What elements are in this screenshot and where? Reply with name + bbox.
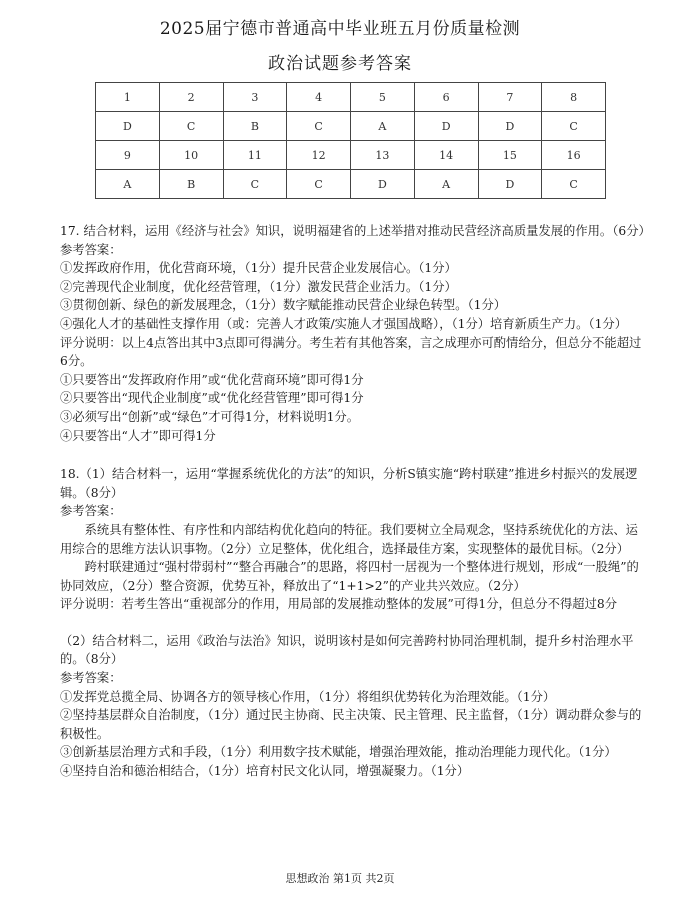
q17-note-2: ②只要答出“现代企业制度”或“优化经营管理”即可得1分: [60, 391, 364, 406]
answer-table-cell: 12: [287, 141, 351, 170]
answer-table: [95, 82, 606, 199]
answer-table-cell: 14: [414, 141, 478, 170]
q17-answer-2: ②完善现代企业制度，优化经营管理，（1分）激发民营企业活力。（1分）: [60, 279, 457, 294]
answer-table-cell: A: [96, 170, 160, 199]
q17-answer-4: ④强化人才的基础性支撑作用（或：完善人才政策/实施人才强国战略），（1分）培育新质生产力。（1分）: [60, 316, 627, 331]
q17-ref-label: 参考答案：: [60, 242, 122, 257]
answer-table-cell: 16: [542, 141, 606, 170]
answer-table-cell: C: [542, 112, 606, 141]
page-footer: 思想政治 第1页 共2页: [285, 872, 395, 885]
q18-2-question: （2）结合材料二，运用《政治与法治》知识，说明该村是如何完善跨村协同治理机制，提升乡村治理水平的。（8分）: [60, 633, 634, 667]
answer-table-cell: D: [351, 170, 415, 199]
q18-1-scoring: 评分说明：若考生答出“重视部分的作用，用局部的发展推动整体的发展”可得1分，但总分不得超过8分: [60, 597, 617, 612]
answer-table-cell: B: [159, 170, 223, 199]
answer-table-cell: 1: [96, 83, 160, 112]
q17-question: 17. 结合材料，运用《经济与社会》知识，说明福建省的上述举措对推动民营经济高质量发展的作用。（6分）: [60, 224, 651, 238]
q18-1-para-1: 系统具有整体性、有序性和内部结构优化趋向的特征。我们要树立全局观念，坚持系统优化的方法、运用综合的思维方法认识事物。（2分）立足整体，优化组合，选择最佳方案，实现整体的最优目标。（2分）: [60, 522, 638, 556]
q18-2-answer-1: ①发挥党总揽全局、协调各方的领导核心作用，（1分）将组织优势转化为治理效能。（1分）: [60, 689, 556, 704]
answer-table-cell: C: [223, 170, 287, 199]
q18-2-answer-2: ②坚持基层群众自治制度，（1分）通过民主协商、民主决策、民主管理、民主监督，（1分）调动群众参与的积极性。: [60, 708, 642, 741]
answer-table-cell: 6: [414, 83, 478, 112]
q17-note-4: ④只要答出“人才”即可得1分: [60, 428, 216, 443]
answer-table-row: [96, 112, 606, 141]
answer-table-cell: D: [478, 170, 542, 199]
answer-table-cell: D: [478, 112, 542, 141]
q17-scoring: 评分说明：以上4点答出其中3点即可得满分。考生若有其他答案，言之成理亦可酌情给分，但总分不能超过6分。: [60, 335, 642, 369]
answer-table-cell: 7: [478, 83, 542, 112]
answer-table-cell: 11: [223, 141, 287, 170]
answer-table-row: [96, 170, 606, 199]
answers-body: [60, 222, 651, 781]
answer-table-cell: 15: [478, 141, 542, 170]
q18-2-ref-label: 参考答案：: [60, 671, 122, 686]
answer-table-cell: A: [351, 112, 415, 141]
answer-table-cell: 4: [287, 83, 351, 112]
answer-table-cell: 13: [351, 141, 415, 170]
q17-answer-1: ①发挥政府作用，优化营商环境，（1分）提升民营企业发展信心。（1分）: [60, 261, 457, 276]
answer-table-row: [96, 83, 606, 112]
q18-ref-label: 参考答案：: [60, 504, 122, 519]
answer-table-cell: D: [414, 112, 478, 141]
answer-table-row: [96, 141, 606, 170]
answer-table-cell: C: [159, 112, 223, 141]
q17-note-3: ③必须写出“创新”或“绿色”才可得1分，材料说明1分。: [60, 409, 360, 424]
answer-table-cell: 10: [159, 141, 223, 170]
q18-1-question: 18.（1）结合材料一，运用“掌握系统优化的方法”的知识，分析S镇实施“跨村联建”推进乡村振兴的发展逻辑。（8分）: [60, 467, 638, 500]
answer-table-cell: 2: [159, 83, 223, 112]
answer-table-cell: 9: [96, 141, 160, 170]
answer-table-cell: C: [287, 112, 351, 141]
answer-table-cell: A: [414, 170, 478, 199]
q18-2-answer-4: ④坚持自治和德治相结合，（1分）培育村民文化认同，增强凝聚力。（1分）: [60, 764, 470, 779]
q17-note-1: ①只要答出“发挥政府作用”或“优化营商环境”即可得1分: [60, 372, 364, 387]
answer-table-cell: C: [287, 170, 351, 199]
document-subtitle: 政治试题参考答案: [268, 54, 412, 74]
document-title: 2025届宁德市普通高中毕业班五月份质量检测: [159, 19, 521, 39]
answer-table-cell: D: [96, 112, 160, 141]
answer-table-cell: 8: [542, 83, 606, 112]
q17-answer-3: ③贯彻创新、绿色的新发展理念，（1分）数字赋能推动民营企业绿色转型。（1分）: [60, 298, 507, 313]
q18-2-answer-3: ③创新基层治理方式和手段，（1分）利用数字技术赋能，增强治理效能，推动治理能力现代化。（1分）: [60, 745, 617, 760]
q18-1-para-2: 跨村联建通过“强村带弱村”“整合再融合”的思路，将四村一居视为一个整体进行规划，形成“一股绳”的协同效应，（2分）整合资源，优势互补，释放出了“1+1>2”的产业共兴效应。（2分）: [60, 560, 639, 593]
answer-table-cell: 5: [351, 83, 415, 112]
answer-table-cell: 3: [223, 83, 287, 112]
answer-table-cell: B: [223, 112, 287, 141]
answer-table-cell: C: [542, 170, 606, 199]
